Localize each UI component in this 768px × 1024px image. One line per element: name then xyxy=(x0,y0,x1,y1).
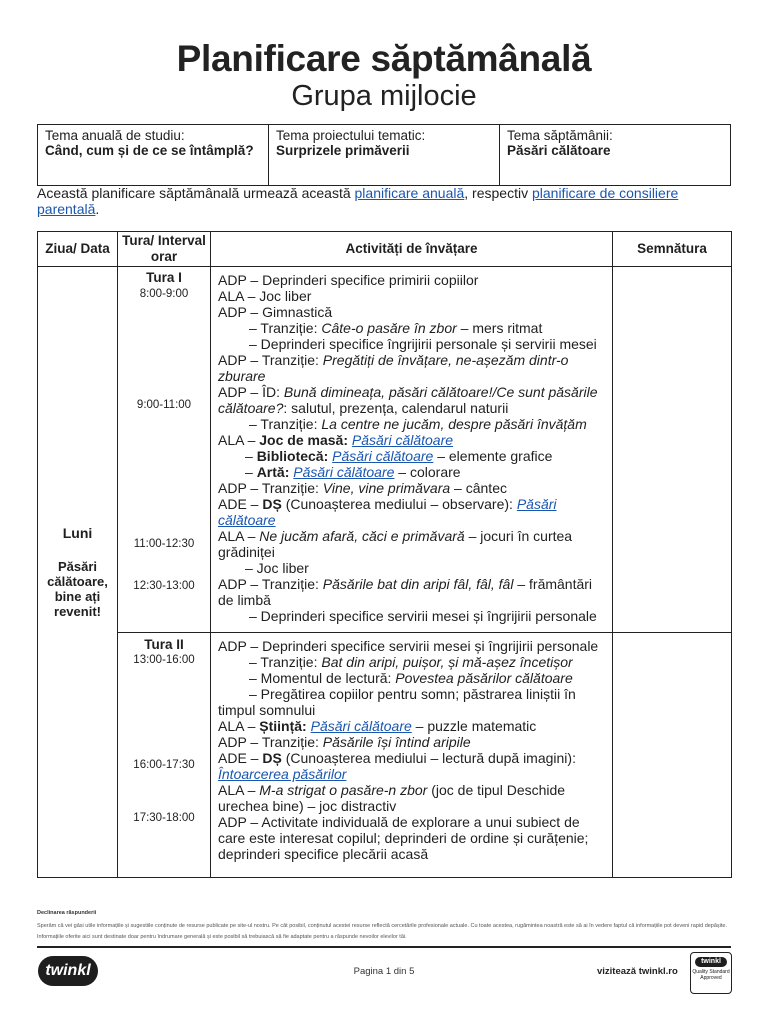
time-slot: 13:00-16:00 xyxy=(133,654,195,666)
shift-1-cell xyxy=(118,267,211,633)
activity-line: – Momentul de lectură: Povestea păsărilor călătoare xyxy=(249,670,573,686)
day-subtitle: Păsări călătoare, bine ați revenit! xyxy=(47,559,108,619)
activity-link[interactable]: Păsări călătoare xyxy=(332,448,434,464)
activity-line: – Bibliotecă: Păsări călătoare – elemente grafice xyxy=(245,448,553,464)
week-theme-value: Păsări călătoare xyxy=(507,143,611,158)
activity-line: – Tranziție: Câte-o pasăre în zbor – mers ritmat xyxy=(249,320,543,336)
activity-line: – Tranziție: La centre ne jucăm, despre păsări învățăm xyxy=(249,416,587,432)
activity-line: ADP – Activitate individuală de explorare a unui subiect de care este interesat copilul; deprinderi de ordine și curățenie; deprinderi specifice plecării acasă xyxy=(218,814,589,862)
col-header-activities: Activități de învățare xyxy=(211,232,613,267)
page-title: Planificare săptămânală xyxy=(176,38,592,79)
activity-link[interactable]: Păsări călătoare xyxy=(310,718,412,734)
day-cell xyxy=(38,267,118,878)
project-theme-cell xyxy=(269,125,500,186)
annual-theme-label: Tema anuală de studiu: xyxy=(45,128,185,143)
time-slot: 9:00-11:00 xyxy=(136,399,192,411)
page-subtitle: Grupa mijlocie xyxy=(291,80,477,112)
activity-line: – Tranziție: Bat din aripi, puișor, și mă-așez încetișor xyxy=(249,654,573,670)
parental-plan-link[interactable]: planificare de consiliere parentală xyxy=(37,185,679,217)
activity-line: – Joc liber xyxy=(245,560,309,576)
theme-table xyxy=(37,124,731,186)
week-theme-label: Tema săptămânii: xyxy=(507,128,613,143)
shift-2-label: Tura II xyxy=(144,637,184,652)
intro-text: Această planificare săptămânală urmează această xyxy=(37,185,355,201)
signature-cell-2 xyxy=(613,633,732,878)
activity-line: ADE – DȘ (Cunoașterea mediului – observare): Păsări călătoare xyxy=(218,496,557,528)
time-slot: 16:00-17:30 xyxy=(133,759,195,771)
signature-cell-1 xyxy=(613,267,732,633)
disclaimer-title: Declinarea răspunderii xyxy=(37,910,97,916)
page-number: Pagina 1 din 5 xyxy=(353,966,415,977)
annual-theme-cell xyxy=(38,125,269,186)
activity-line: ADP – Deprinderi specifice servirii mesei și îngrijirii personale xyxy=(218,638,599,654)
activity-line: ADP – Tranziție: Pregătiți de învățare, ne-așezăm dintr-o zburare xyxy=(218,352,569,384)
intro-text: , respectiv xyxy=(464,185,532,201)
intro-text: . xyxy=(95,201,100,217)
shift-1-label: Tura I xyxy=(146,270,182,285)
activity-line: ADP – Gimnastică xyxy=(218,304,333,320)
col-header-day: Ziua/ Data xyxy=(38,232,118,267)
activity-line: ADP – Deprinderi specifice primirii copiilor xyxy=(218,272,479,288)
activity-line: – Artă: Păsări călătoare – colorare xyxy=(245,464,461,480)
activity-line: – Deprinderi specifice îngrijirii personale și servirii mesei xyxy=(249,336,597,352)
activities-shift-2 xyxy=(211,633,613,878)
activity-line: ADE – DȘ (Cunoașterea mediului – lectură după imagini): Întoarcerea păsărilor xyxy=(218,750,576,782)
project-theme-value: Surprizele primăverii xyxy=(276,143,410,158)
visit-link[interactable]: vizitează twinkl.ro xyxy=(597,966,678,977)
activity-line: ALA – Știință: Păsări călătoare – puzzle matematic xyxy=(218,718,537,734)
activity-link[interactable]: Păsări călătoare xyxy=(293,464,395,480)
project-theme-label: Tema proiectului tematic: xyxy=(276,128,426,143)
week-theme-cell xyxy=(500,125,731,186)
activity-line: – Pregătirea copiilor pentru somn; păstrarea liniștii în timpul somnului xyxy=(218,686,576,718)
activity-line: ADP – Tranziție: Vine, vine primăvara – cântec xyxy=(218,480,507,496)
twinkl-logo: twinkl xyxy=(38,956,98,986)
annual-plan-link[interactable]: planificare anuală xyxy=(354,185,465,201)
activity-link[interactable]: Păsări călătoare xyxy=(351,432,454,448)
badge-text: Quality Standard Approved xyxy=(692,969,730,981)
badge-logo: twinkl xyxy=(695,957,727,967)
time-slot: 8:00-9:00 xyxy=(139,288,189,300)
intro-paragraph xyxy=(37,185,731,217)
activity-line: ADP – Tranziție: Păsările bat din aripi fâl, fâl, fâl – frământări de limbă xyxy=(218,576,593,608)
col-header-signature: Semnătura xyxy=(613,232,732,267)
activity-line: ADP – ÎD: Bună dimineața, păsări călătoare!/Ce sunt păsările călătoare?: salutul, prezența, calendarul naturii xyxy=(218,384,598,416)
time-slot: 11:00-12:30 xyxy=(133,538,195,550)
day-name: Luni xyxy=(62,525,93,541)
annual-theme-value: Când, cum și de ce se întâmplă? xyxy=(45,143,254,158)
col-header-shift: Tura/ Interval orar xyxy=(118,232,211,267)
activity-line: ALA – M-a strigat o pasăre-n zbor (joc de tipul Deschide urechea bine) – joc distractiv xyxy=(218,782,566,814)
activity-line: – Deprinderi specifice servirii mesei și îngrijirii personale xyxy=(249,608,597,624)
time-slot: 17:30-18:00 xyxy=(133,812,195,824)
time-slot: 12:30-13:00 xyxy=(133,580,195,592)
activity-link[interactable]: Păsări călătoare xyxy=(218,496,557,528)
activity-link[interactable]: Întoarcerea păsărilor xyxy=(218,766,347,782)
footer-divider xyxy=(37,946,731,948)
activity-line: ALA – Joc liber xyxy=(218,288,312,304)
weekly-plan-table xyxy=(37,231,732,878)
activity-line: ALA – Ne jucăm afară, căci e primăvară – jocuri în curtea grădiniței xyxy=(218,528,573,560)
activity-line: ADP – Tranziție: Păsările își întind aripile xyxy=(218,734,471,750)
activities-shift-1 xyxy=(211,267,613,633)
activity-line: ALA – Joc de masă: Păsări călătoare xyxy=(218,432,454,448)
disclaimer-text: Sperăm că vei găsi utile informațiile și sugestiile conținute de resurse publicate pe site-ul nostru. Pe cât posibil, conținutul acestei resurse reflectă cercetările profesionale actuale. Cu toate acestea, rugămintea noastră este să ai în vedere faptul că informațiile pot deveni rapid depășite. Informațiile oferite aici sunt destinate doar pentru îndrumare generală și este posibil să trebuiască să fie adaptate pentru a răspunde nevoilor elevilor tăi. xyxy=(37,923,728,940)
quality-badge xyxy=(690,952,732,994)
shift-2-cell xyxy=(118,633,211,878)
